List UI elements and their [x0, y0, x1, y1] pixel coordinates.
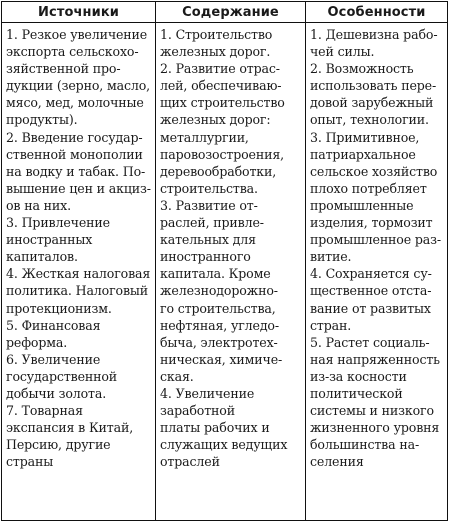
- cell-features: [306, 23, 448, 521]
- features-text: 1. Дешевизна рабо- чей силы. 2. Возможность использовать пере- довой зарубежный опыт, технологии. 3. Примитивное, патриархальное сельское хозяйство плохо потребляет промышленные изделия, тормозит промышленное раз- витие. 4. Сохраняется су- щественное отста- вание от развитых стран. 5. Растет социаль- ная напряженность из-за косности политической системы и низкого жизненного уровня большинства на- селения: [310, 27, 441, 470]
- table-header: [2, 2, 448, 23]
- table-row: [2, 23, 448, 521]
- header-sources: Источники: [2, 2, 156, 23]
- header-row: [2, 2, 448, 23]
- header-content: Содержание: [156, 2, 306, 23]
- cell-sources: [2, 23, 156, 521]
- sources-text: 1. Резкое увеличение экспорта сельскохо- зяйственной про- дукции (зерно, масло, мясо, мед, молочные продукты). 2. Введение государ- ственной монополии на водку и табак. По- вышение цен и акциз- ов на них. 3. Привлечение иностранных капиталов. 4. Жесткая налоговая политика. Налоговый протекционизм. 5. Финансовая реформа. 6. Увеличение государственной добычи золота. 7. Товарная экспансия в Китай, Персию, другие страны: [6, 27, 151, 470]
- table-body: [2, 23, 448, 521]
- header-features: Особенности: [306, 2, 448, 23]
- content-text: 1. Строительство железных дорог. 2. Развитие отрас- лей, обеспечиваю- щих строительство железных дорог: металлургии, паровозостроения, деревообработки, строительства. 3. Развитие от- раслей, привле- кательных для иностранного капитала. Кроме железнодорожно- го строительства, нефтяная, угледо- быча, электротех- ническая, химиче- ская. 4. Увеличение заработной платы рабочих и служащих ведущих отраслей: [160, 27, 288, 470]
- industrialization-table: [1, 1, 448, 521]
- cell-content: [156, 23, 306, 521]
- document-sheet: [1, 1, 447, 521]
